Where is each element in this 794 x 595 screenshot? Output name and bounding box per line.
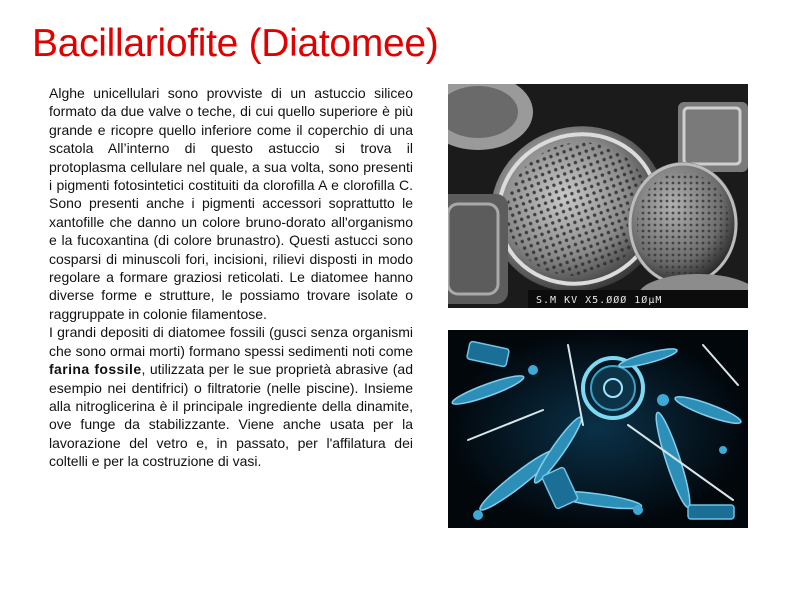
- body-text: [49, 84, 413, 471]
- paragraph-fossil-deposits-end: , utilizzata per le sue proprietà abrasive (ad esempio nei dentifrici) o filtratorie (nelle piscine). Insieme alla nitroglicerina è il principale ingrediente della dinamite, ove funge da stabilizzante. Viene anche usata per la lavorazione del vetro e, in passato, per l'affilatura dei coltelli e per la costruzione di vasi.: [49, 361, 413, 470]
- term-farina-fossile: farina fossile: [49, 361, 142, 378]
- sem-scale-caption: S.M KV X5.ØØØ 1ØμM: [536, 295, 663, 306]
- slide-title: Bacillariofite (Diatomee): [32, 22, 439, 65]
- paragraph-description: Alghe unicellulari sono provviste di un astuccio siliceo formato da due valve o teche, di cui quello superiore è più grande e ricopre quello inferiore come il coperchio di una scatola All’interno di questo astuccio si trova il protoplasma cellulare nel quale, a sua volta, sono presenti i pigmenti fotosintetici costituiti da clorofilla A e clorofilla C. Sono presenti anche i pigmenti accessori soprattutto le xantofille che danno un colore bruno-dorato all'organismo e la fucoxantina (di colore brunastro). Questi astucci sono cosparsi di minuscoli fori, incisioni, rilievi disposti in modo regolare a formare graziosi reticolati. Le diatomee hanno diverse forme e strutture, le possiamo trovare isolate o raggruppate in colonie filamentose.: [49, 85, 413, 322]
- sem-diatom-image: [448, 84, 748, 308]
- lm-diatom-image: [448, 330, 748, 528]
- paragraph-fossil-deposits: [49, 323, 413, 470]
- paragraph-fossil-deposits-start: I grandi depositi di diatomee fossili (gusci senza organismi che sono ormai morti) formano spessi sedimenti noti come: [49, 324, 413, 359]
